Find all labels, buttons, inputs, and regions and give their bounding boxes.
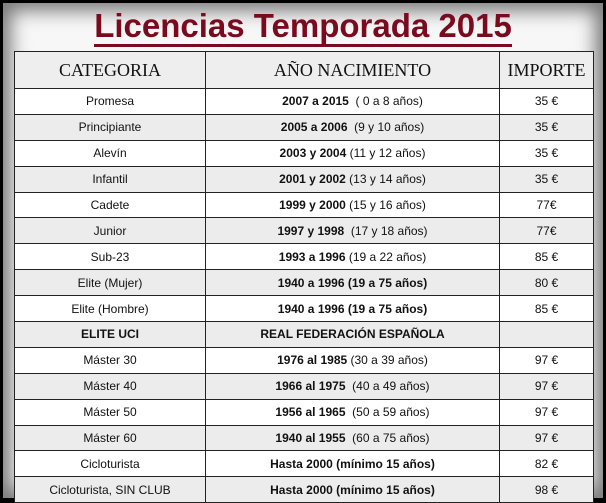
cell-categoria: Alevín xyxy=(15,140,206,166)
age-range: (9 y 10 años) xyxy=(347,120,425,135)
header-anio-nacimiento: AÑO NACIMIENTO xyxy=(206,52,500,89)
age-range: (15 y 16 años) xyxy=(345,198,426,212)
age-range: (19 a 22 años) xyxy=(345,249,427,264)
cell-anio-nacimiento xyxy=(206,425,500,451)
cell-importe: 77€ xyxy=(500,192,594,218)
table-row xyxy=(15,322,594,348)
cell-categoria: Máster 50 xyxy=(15,399,206,425)
page-title xyxy=(3,5,603,47)
cell-importe: 85 € xyxy=(500,244,594,270)
cell-anio-nacimiento xyxy=(206,244,500,270)
cell-importe: 85 € xyxy=(500,296,594,322)
birth-years: 2003 y 2004 xyxy=(279,146,347,161)
cell-importe: 35 € xyxy=(500,166,594,192)
header-importe: IMPORTE xyxy=(500,52,594,89)
table-header-row xyxy=(15,52,594,89)
cell-importe: 35 € xyxy=(500,89,594,115)
cell-importe: 80 € xyxy=(500,270,594,296)
cell-anio-nacimiento xyxy=(206,322,500,348)
table-row xyxy=(15,140,594,166)
header-categoria: CATEGORIA xyxy=(15,52,206,89)
birth-years: 1956 al 1965 xyxy=(275,405,346,420)
cell-anio-nacimiento xyxy=(206,296,500,322)
age-range: (17 y 18 años) xyxy=(344,223,428,238)
birth-years: 2001 y 2002 xyxy=(279,172,346,187)
table-row xyxy=(15,451,594,477)
cell-anio-nacimiento xyxy=(206,192,500,218)
licenses-table xyxy=(14,51,594,503)
cell-categoria: Junior xyxy=(15,218,206,244)
cell-importe xyxy=(500,322,594,348)
document-frame xyxy=(3,3,603,498)
cell-categoria: Sub-23 xyxy=(15,244,206,270)
cell-categoria: Máster 40 xyxy=(15,373,206,399)
cell-importe: 97 € xyxy=(500,347,594,373)
cell-categoria: Elite (Mujer) xyxy=(15,270,206,296)
cell-importe: 77€ xyxy=(500,218,594,244)
birth-years: 1940 a 1996 (19 a 75 años) xyxy=(277,275,428,290)
table-row xyxy=(15,373,594,399)
age-range: (50 a 59 años) xyxy=(345,405,430,420)
cell-anio-nacimiento xyxy=(206,373,500,399)
cell-categoria: Cicloturista, SIN CLUB xyxy=(15,477,206,503)
table-row xyxy=(15,399,594,425)
cell-categoria: Principiante xyxy=(15,114,206,140)
cell-importe: 97 € xyxy=(500,399,594,425)
birth-years: 2005 a 2006 xyxy=(280,120,348,135)
cell-categoria: Máster 30 xyxy=(15,347,206,373)
table-row xyxy=(15,477,594,503)
birth-years: Hasta 2000 (mínimo 15 años) xyxy=(270,456,435,471)
cell-anio-nacimiento xyxy=(206,114,500,140)
cell-categoria: Infantil xyxy=(15,166,206,192)
table-row xyxy=(15,114,594,140)
cell-anio-nacimiento xyxy=(206,89,500,115)
table-row xyxy=(15,270,594,296)
cell-anio-nacimiento xyxy=(206,270,500,296)
table-row xyxy=(15,218,594,244)
birth-years: 1993 a 1996 xyxy=(278,249,346,264)
age-range: ( 0 a 8 años) xyxy=(348,94,423,109)
cell-categoria: ELITE UCI xyxy=(15,322,206,348)
birth-years: 1999 y 2000 xyxy=(279,198,346,212)
cell-importe: 98 € xyxy=(500,477,594,503)
cell-anio-nacimiento xyxy=(206,399,500,425)
cell-anio-nacimiento xyxy=(206,166,500,192)
table-row xyxy=(15,296,594,322)
age-range: (13 y 14 años) xyxy=(345,172,426,187)
page-title-text: Licencias Temporada 2015 xyxy=(94,7,512,47)
cell-anio-nacimiento xyxy=(206,347,500,373)
cell-importe: 35 € xyxy=(500,114,594,140)
birth-years: 2007 a 2015 xyxy=(282,94,349,109)
birth-years: 1940 a 1996 (19 a 75 años) xyxy=(277,301,428,316)
cell-categoria: Cicloturista xyxy=(15,451,206,477)
cell-anio-nacimiento xyxy=(206,477,500,503)
table-row xyxy=(15,244,594,270)
table-row xyxy=(15,425,594,451)
table-row xyxy=(15,192,594,218)
birth-years: 1976 al 1985 xyxy=(277,353,348,368)
cell-categoria: Máster 60 xyxy=(15,425,206,451)
cell-categoria: Elite (Hombre) xyxy=(15,296,206,322)
cell-importe: 82 € xyxy=(500,451,594,477)
table-row xyxy=(15,89,594,115)
age-range: (11 y 12 años) xyxy=(346,146,426,161)
birth-years: 1997 y 1998 xyxy=(277,223,345,238)
birth-years: 1966 al 1975 xyxy=(275,379,346,394)
cell-anio-nacimiento xyxy=(206,218,500,244)
table-row xyxy=(15,166,594,192)
birth-years: Hasta 2000 (mínimo 15 años) xyxy=(270,482,435,497)
cell-categoria: Promesa xyxy=(15,89,206,115)
table-row xyxy=(15,347,594,373)
cell-importe: 35 € xyxy=(500,140,594,166)
cell-categoria: Cadete xyxy=(15,192,206,218)
birth-years: 1940 al 1955 xyxy=(275,431,346,446)
birth-years: REAL FEDERACIÓN ESPAÑOLA xyxy=(260,327,445,342)
age-range: (30 a 39 años) xyxy=(347,353,428,368)
cell-importe: 97 € xyxy=(500,373,594,399)
cell-anio-nacimiento xyxy=(206,451,500,477)
age-range: (60 a 75 años) xyxy=(345,431,430,446)
cell-importe: 97 € xyxy=(500,425,594,451)
age-range: (40 a 49 años) xyxy=(345,379,430,394)
cell-anio-nacimiento xyxy=(206,140,500,166)
